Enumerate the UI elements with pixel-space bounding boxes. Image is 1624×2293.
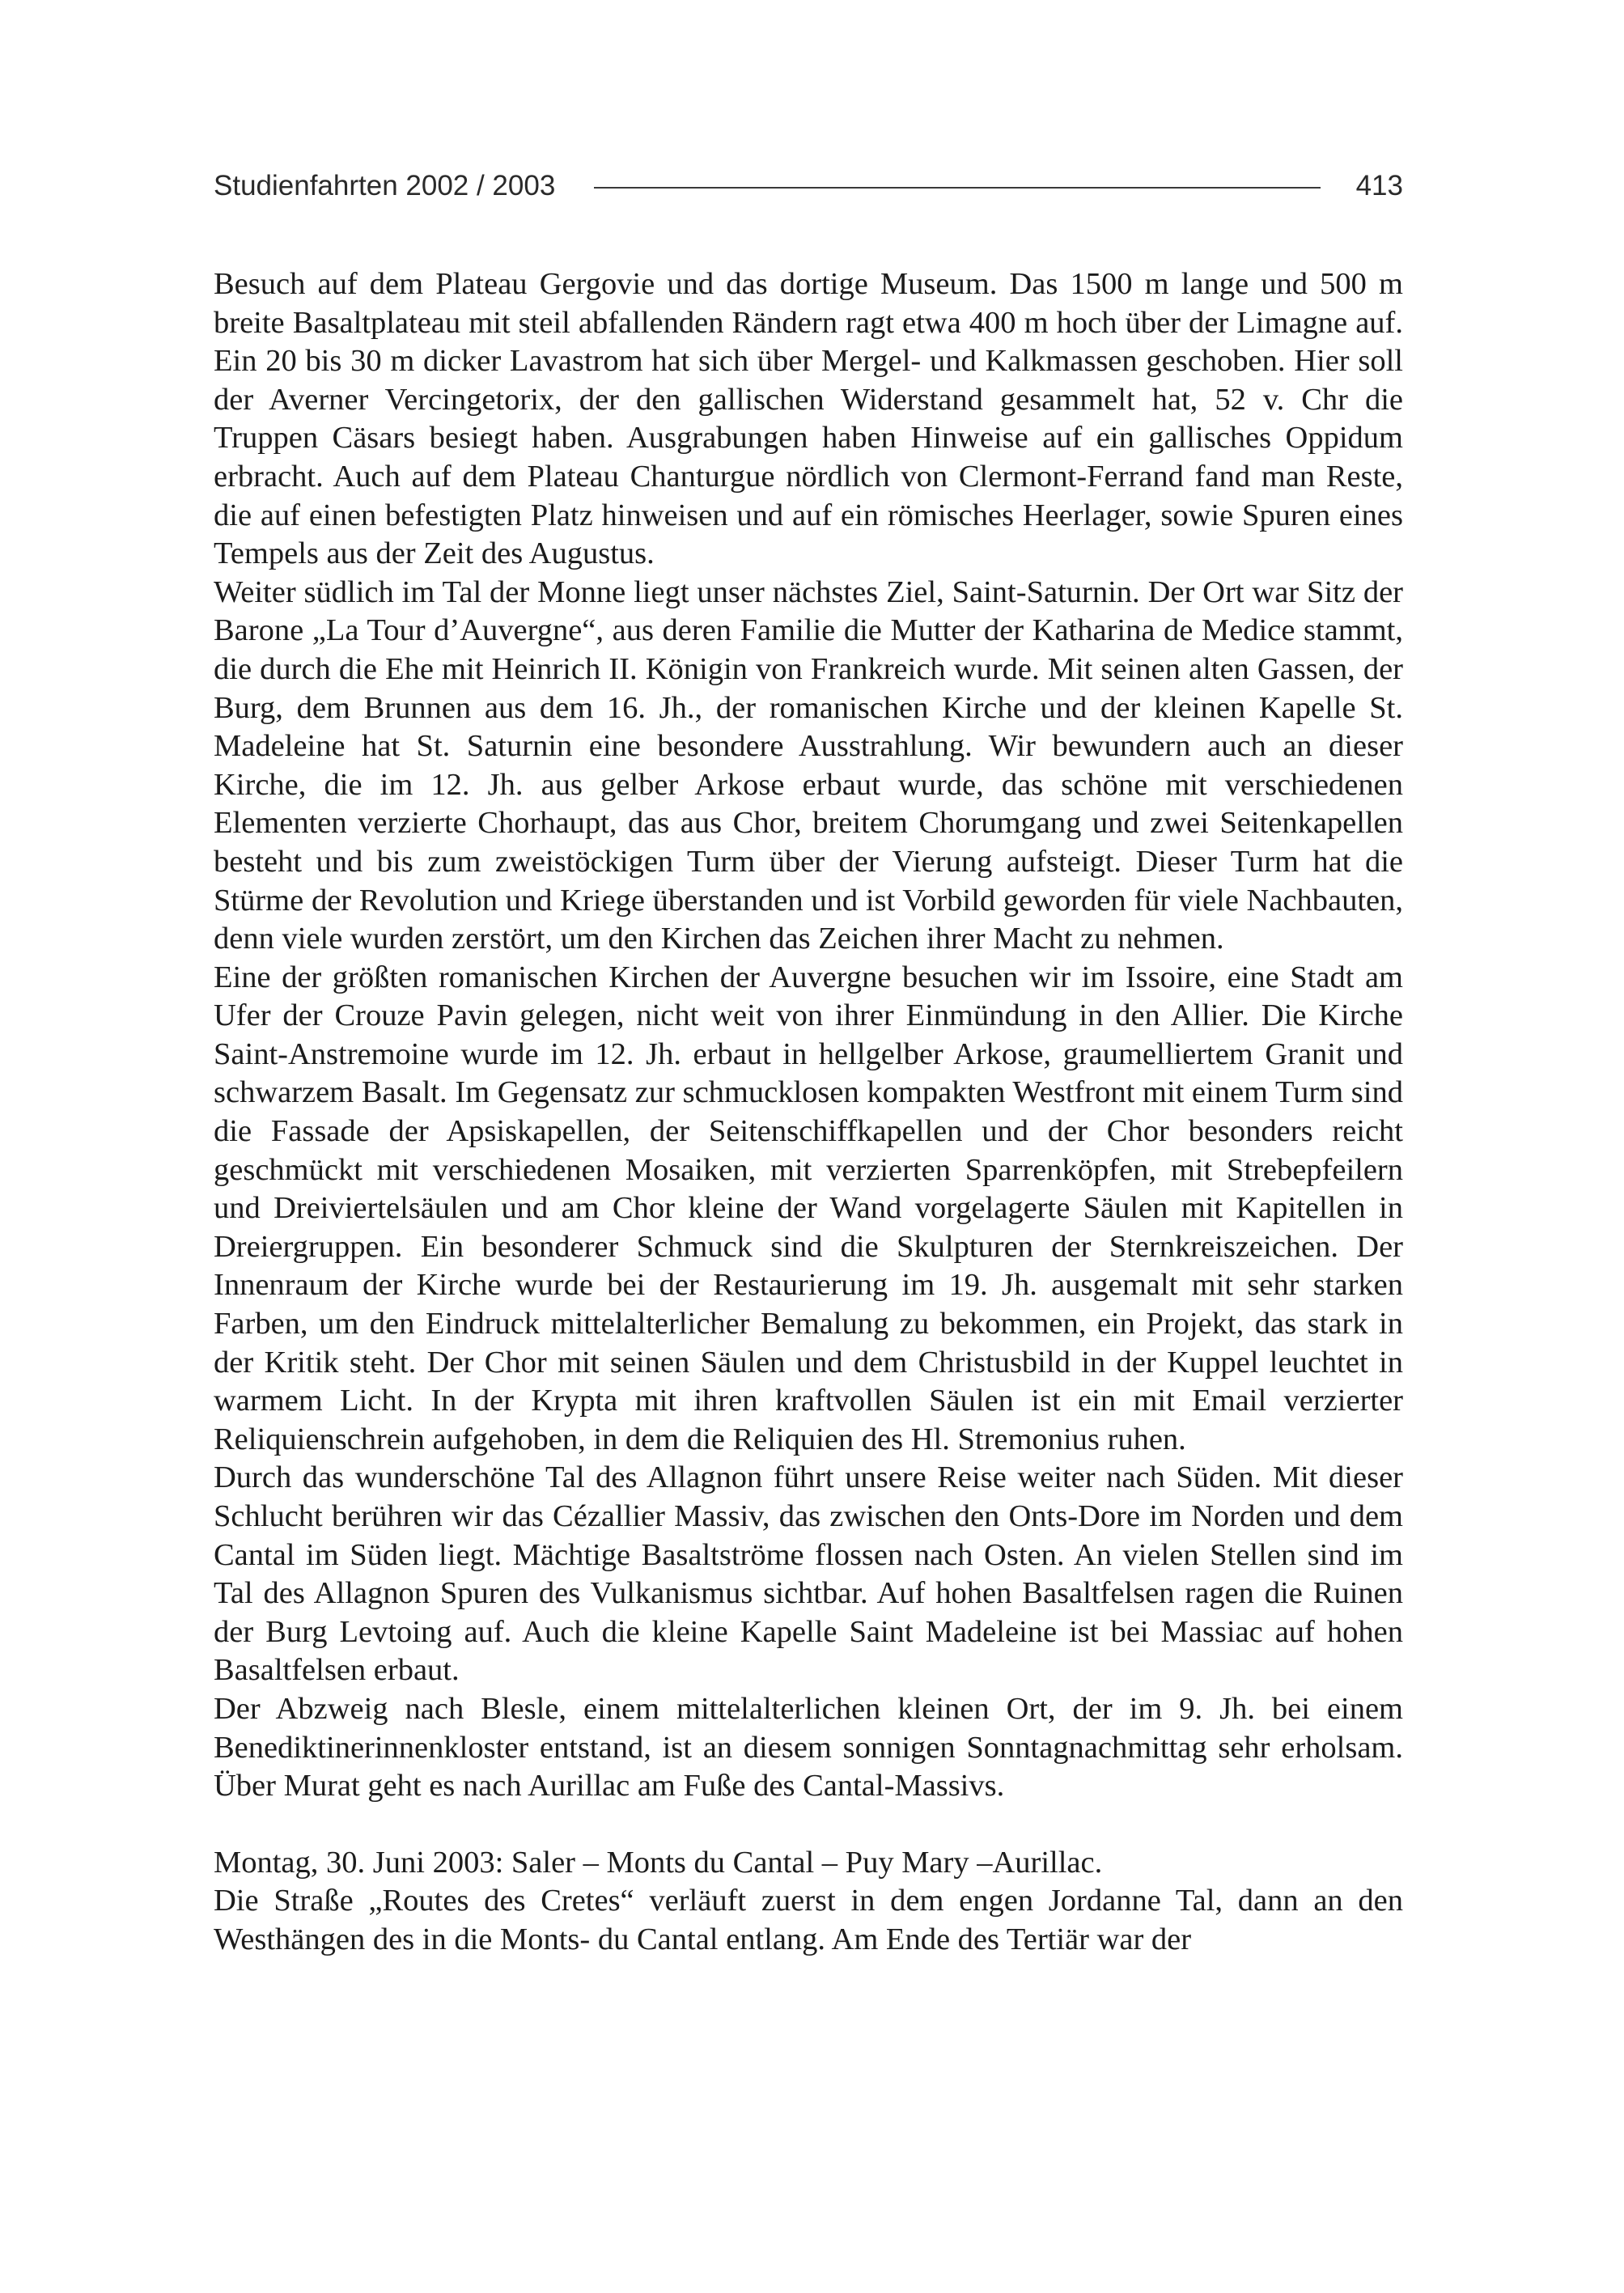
paragraph-issoire: Eine der größten romanischen Kirchen der Auvergne besuchen wir im Issoire, eine Stadt am Ufer der Crouze Pavin gelegen, nicht weit von ihrer Einmündung in den Allier. Die Kirche Saint-Anstremoine wurde im 12. Jh. erbaut in hellgelber Arkose, graumelliertem Granit und schwarzem Basalt. Im Gegensatz zur schmucklosen kompakten Westfront mit einem Turm sind die Fassade der Apsiskapellen, der Seitenschiffkapellen und der Chor besonders reicht geschmückt mit verschiedenen Mosaiken, mit verzierten Sparrenköpfen, mit Strebepfeilern und Dreiviertelsäulen und am Chor kleine der Wand vorgelagerte Säulen mit Kapitellen in Dreiergruppen. Ein besonderer Schmuck sind die Skulpturen der Sternkreiszeichen. Der Innenraum der Kirche wurde bei der Restaurierung im 19. Jh. ausgemalt mit sehr starken Farben, um den Eindruck mittelalterlicher Bemalung zu bekommen, ein Projekt, das stark in der Kritik steht. Der Chor mit seinen Säulen und dem Christusbild in der Kuppel leuchtet in warmem Licht. In der Krypta mit ihren kraftvollen Säulen ist ein mit Email verzierter Reliquienschrein aufgehoben, in dem die Reliquien des Hl. Stremonius ruhen. bbox=[214, 960, 1403, 1456]
header-rule bbox=[594, 187, 1320, 189]
body-text bbox=[214, 265, 1403, 1960]
paragraph-blesle: Der Abzweig nach Blesle, einem mittelalterlichen kleinen Ort, der im 9. Jh. bei einem Benediktinerinnenkloster entstand, ist an diesem sonnigen Sonntagnachmittag sehr erholsam. Über Murat geht es nach Aurillac am Fuße des Cantal-Massivs. bbox=[214, 1691, 1403, 1803]
page-number: 413 bbox=[1355, 170, 1403, 201]
running-header bbox=[214, 162, 1403, 210]
paragraph-saint-saturnin: Weiter südlich im Tal der Monne liegt unser nächstes Ziel, Saint-Saturnin. Der Ort war Sitz der Barone „La Tour d’Auvergne“, aus deren Familie die Mutter der Katharina de Medice stammt, die durch die Ehe mit Heinrich II. Königin von Frankreich wurde. Mit seinen alten Gassen, der Burg, dem Brunnen aus dem 16. Jh., der romanischen Kirche und der kleinen Kapelle St. Madeleine hat St. Saturnin eine besondere Ausstrahlung. Wir bewundern auch an dieser Kirche, die im 12. Jh. aus gelber Arkose erbaut wurde, das schöne mit verschiedenen Elementen verzierte Chorhaupt, das aus Chor, breitem Chorumgang und zwei Seitenkapellen besteht und bis zum zweistöckigen Turm über der Vierung aufsteigt. Dieser Turm hat die Stürme der Revolution und Kriege überstanden und ist Vorbild geworden für viele Nachbauten, denn viele wurden zerstört, um den Kirchen das Zeichen ihrer Macht zu nehmen. bbox=[214, 574, 1403, 956]
day-heading: Montag, 30. Juni 2003: Saler – Monts du Cantal – Puy Mary –Aurillac. bbox=[214, 1845, 1103, 1880]
running-head-title: Studienfahrten 2002 / 2003 bbox=[214, 170, 556, 201]
paragraph-gergovie: Besuch auf dem Plateau Gergovie und das dortige Museum. Das 1500 m lange und 500 m breite Basaltplateau mit steil abfallenden Rändern ragt etwa 400 m hoch über der Limagne auf. Ein 20 bis 30 m dicker Lavastrom hat sich über Mergel- und Kalkmassen geschoben. Hier soll der Averner Vercingetorix, der den gallischen Widerstand gesammelt hat, 52 v. Chr die Truppen Cäsars besiegt haben. Ausgrabungen haben Hinweise auf ein gallisches Oppidum erbracht. Auch auf dem Plateau Chanturgue nördlich von Clermont-Ferrand fand man Reste, die auf einen befestigten Platz hinweisen und auf ein römisches Heerlager, sowie Spuren eines Tempels aus der Zeit des Augustus. bbox=[214, 267, 1403, 571]
paragraph-allagnon: Durch das wunderschöne Tal des Allagnon führt unsere Reise weiter nach Süden. Mit dieser Schlucht berühren wir das Cézallier Massiv, das zwischen den Onts-Dore im Norden und dem Cantal im Süden liegt. Mächtige Basaltströme flossen nach Osten. An vielen Stellen sind im Tal des Allagnon Spuren des Vulkanismus sichtbar. Auf hohen Basaltfelsen ragen die Ruinen der Burg Levtoing auf. Auch die kleine Kapelle Saint Madeleine ist bei Massiac auf hohen Basaltfelsen erbaut. bbox=[214, 1460, 1403, 1688]
paragraph-routes-des-cretes: Die Straße „Routes des Cretes“ verläuft zuerst in dem engen Jordanne Tal, dann an den Westhängen des in die Monts- du Cantal entlang. Am Ende des Tertiär war der bbox=[214, 1884, 1403, 1956]
